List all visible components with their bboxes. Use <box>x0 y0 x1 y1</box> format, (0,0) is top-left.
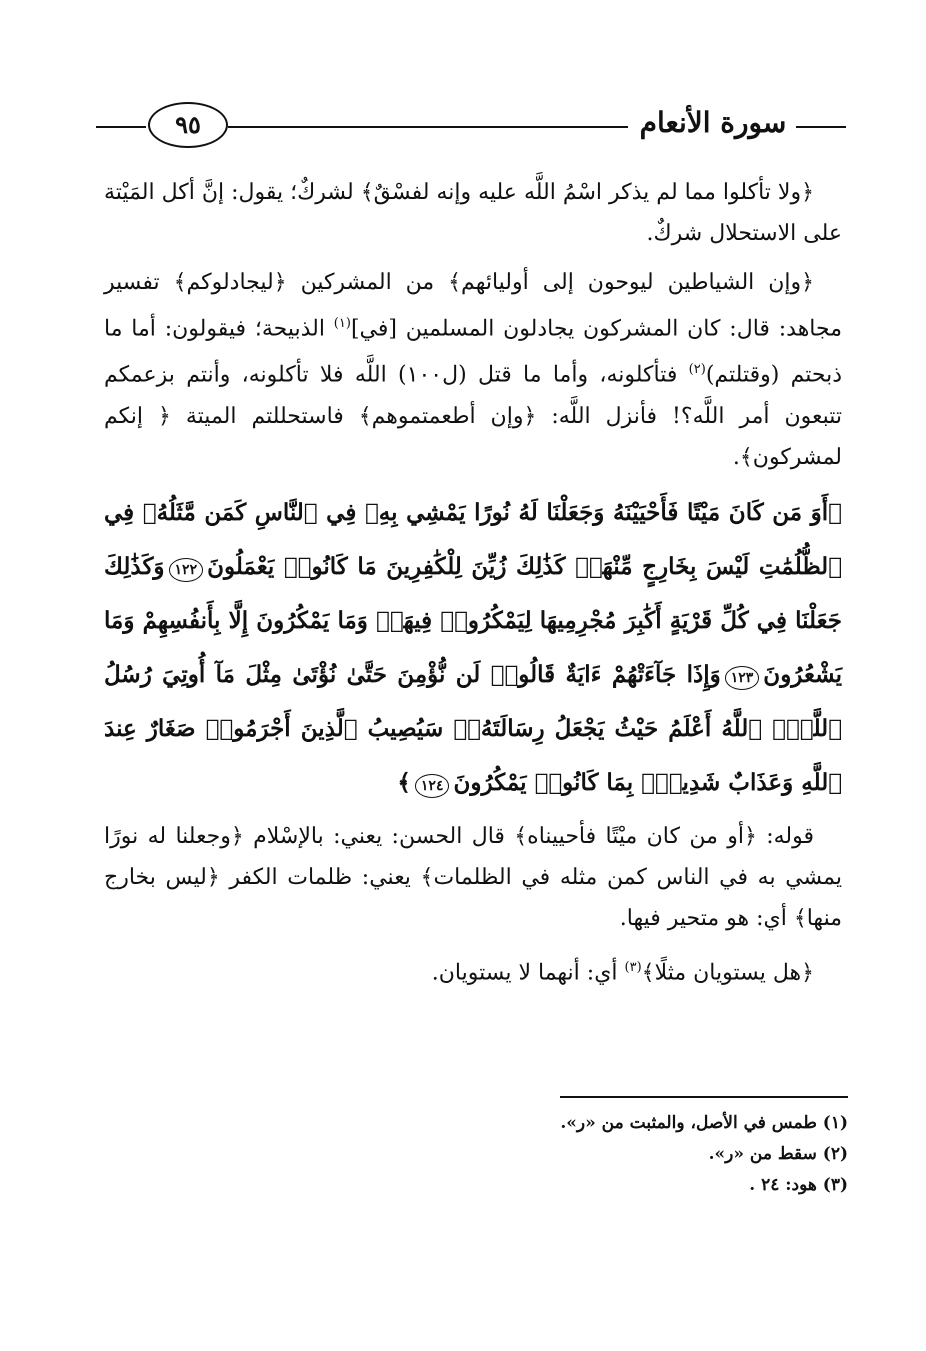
header-rule-middle <box>228 126 628 128</box>
paragraph-2-part-b: الذبيحة؛ فيقولون: أما ما ذبحتم (وقتلتم) <box>104 316 843 388</box>
header-rule-left <box>96 126 146 128</box>
paragraph-4 <box>104 947 842 993</box>
page-number: ٩٥ <box>148 102 228 148</box>
quran-closing-bracket: ﴾ <box>397 768 411 796</box>
paragraph-2-part-a: ﴿وإن الشياطين ليوحون إلى أوليائهم﴾ من المشركين ﴿ليجادلوكم﴾ تفسير مجاهد: قال: كان المشركون يجادلون المسلمين [في] <box>104 270 842 342</box>
paragraph-2 <box>104 262 842 478</box>
paragraph-4-part-a: ﴿هل يستويان مثلًا﴾ <box>641 959 814 985</box>
quran-verse-122: ﴿أَوَ مَن كَانَ مَيْتًا فَأَحْيَيْنَهُ وَجَعَلْنَا لَهُ نُورًا يَمْشِي بِهِۦ فِي ٱلنَّاسِ كَمَن مَّثَلُهُۥ فِي ٱلظُّلُمَٰتِ لَيْسَ بِخَارِجٍ مِّنْهَاۚ كَذَٰلِكَ زُيِّنَ لِلْكَٰفِرِينَ مَا كَانُوا۟ يَعْمَلُونَ <box>104 498 842 580</box>
main-text <box>104 172 842 1001</box>
footnote-ref-2: (٢) <box>688 362 706 378</box>
footnote-separator <box>560 1096 848 1098</box>
footnote-3: (٣) هود: ٢٤ . <box>749 1175 848 1195</box>
ayah-marker-123: ١٢٣ <box>725 666 760 690</box>
footnote-ref-1: (١) <box>333 316 351 331</box>
paragraph-1: ﴿ولا تأكلوا مما لم يذكر اسْمُ اللَّه عليه وإنه لفسْقٌ﴾ لشركٌ؛ يقول: إنَّ أكل المَيْتة على الاستحلال شركٌ. <box>104 180 842 246</box>
page-header <box>96 100 846 150</box>
paragraph-3: قوله: ﴿أو من كان ميْتًا فأحييناه﴾ قال الحسن: يعني: بالإسْلام ﴿وجعلنا له نورًا يمشي به في الناس كمن مثله في الظلمات﴾ يعني: ظلمات الكفر ﴿ليس بخارج منها﴾ أي: هو متحير فيها. <box>104 823 842 931</box>
footnote-ref-3: (٣) <box>624 959 642 975</box>
surah-title: سورة الأنعام <box>639 106 787 139</box>
ayah-marker-124: ١٢٤ <box>415 774 450 798</box>
quran-verse-123: وَكَذَٰلِكَ جَعَلْنَا فِي كُلِّ قَرْيَةٍ أَكَٰبِرَ مُجْرِمِيهَا لِيَمْكُرُوا۟ فِيهَاۖ وَمَا يَمْكُرُونَ إِلَّا بِأَنفُسِهِمْ وَمَا يَشْعُرُونَ <box>104 552 842 688</box>
paragraph-2-part-c: فتأكلونه، وأما ما قتل (ل١٠٠) اللَّه فلا تأكلونه، وأنتم بزعمكم تتبعون أمر اللَّه؟! فأنزل اللَّه: ﴿وإن أطعمتموهم﴾ فاستحللتم الميتة ﴿ إنكم لمشركون﴾. <box>104 362 842 470</box>
quran-verse-124: وَإِذَا جَآءَتْهُمْ ءَايَةٌ قَالُوا۟ لَن نُّؤْمِنَ حَتَّىٰ نُؤْتَىٰ مِثْلَ مَآ أُوتِيَ رُسُلُ ٱللَّهِۘ ٱللَّهُ أَعْلَمُ حَيْثُ يَجْعَلُ رِسَالَتَهُۥۗ سَيُصِيبُ ٱلَّذِينَ أَجْرَمُوا۟ صَغَارٌ عِندَ ٱللَّهِ وَعَذَابٌ شَدِيدٌۢ بِمَا كَانُوا۟ يَمْكُرُونَ <box>104 660 842 796</box>
paragraph-4-part-b: أي: أنهما لا يستويان. <box>431 959 625 985</box>
ayah-marker-122: ١٢٢ <box>169 558 204 582</box>
footnote-2: (٢) سقط من «ر». <box>708 1144 848 1164</box>
quran-passage <box>104 486 842 810</box>
footnote-1: (١) طمس في الأصل، والمثبت من «ر». <box>560 1113 848 1133</box>
header-rule-right <box>796 126 846 128</box>
footnotes <box>300 1108 848 1201</box>
